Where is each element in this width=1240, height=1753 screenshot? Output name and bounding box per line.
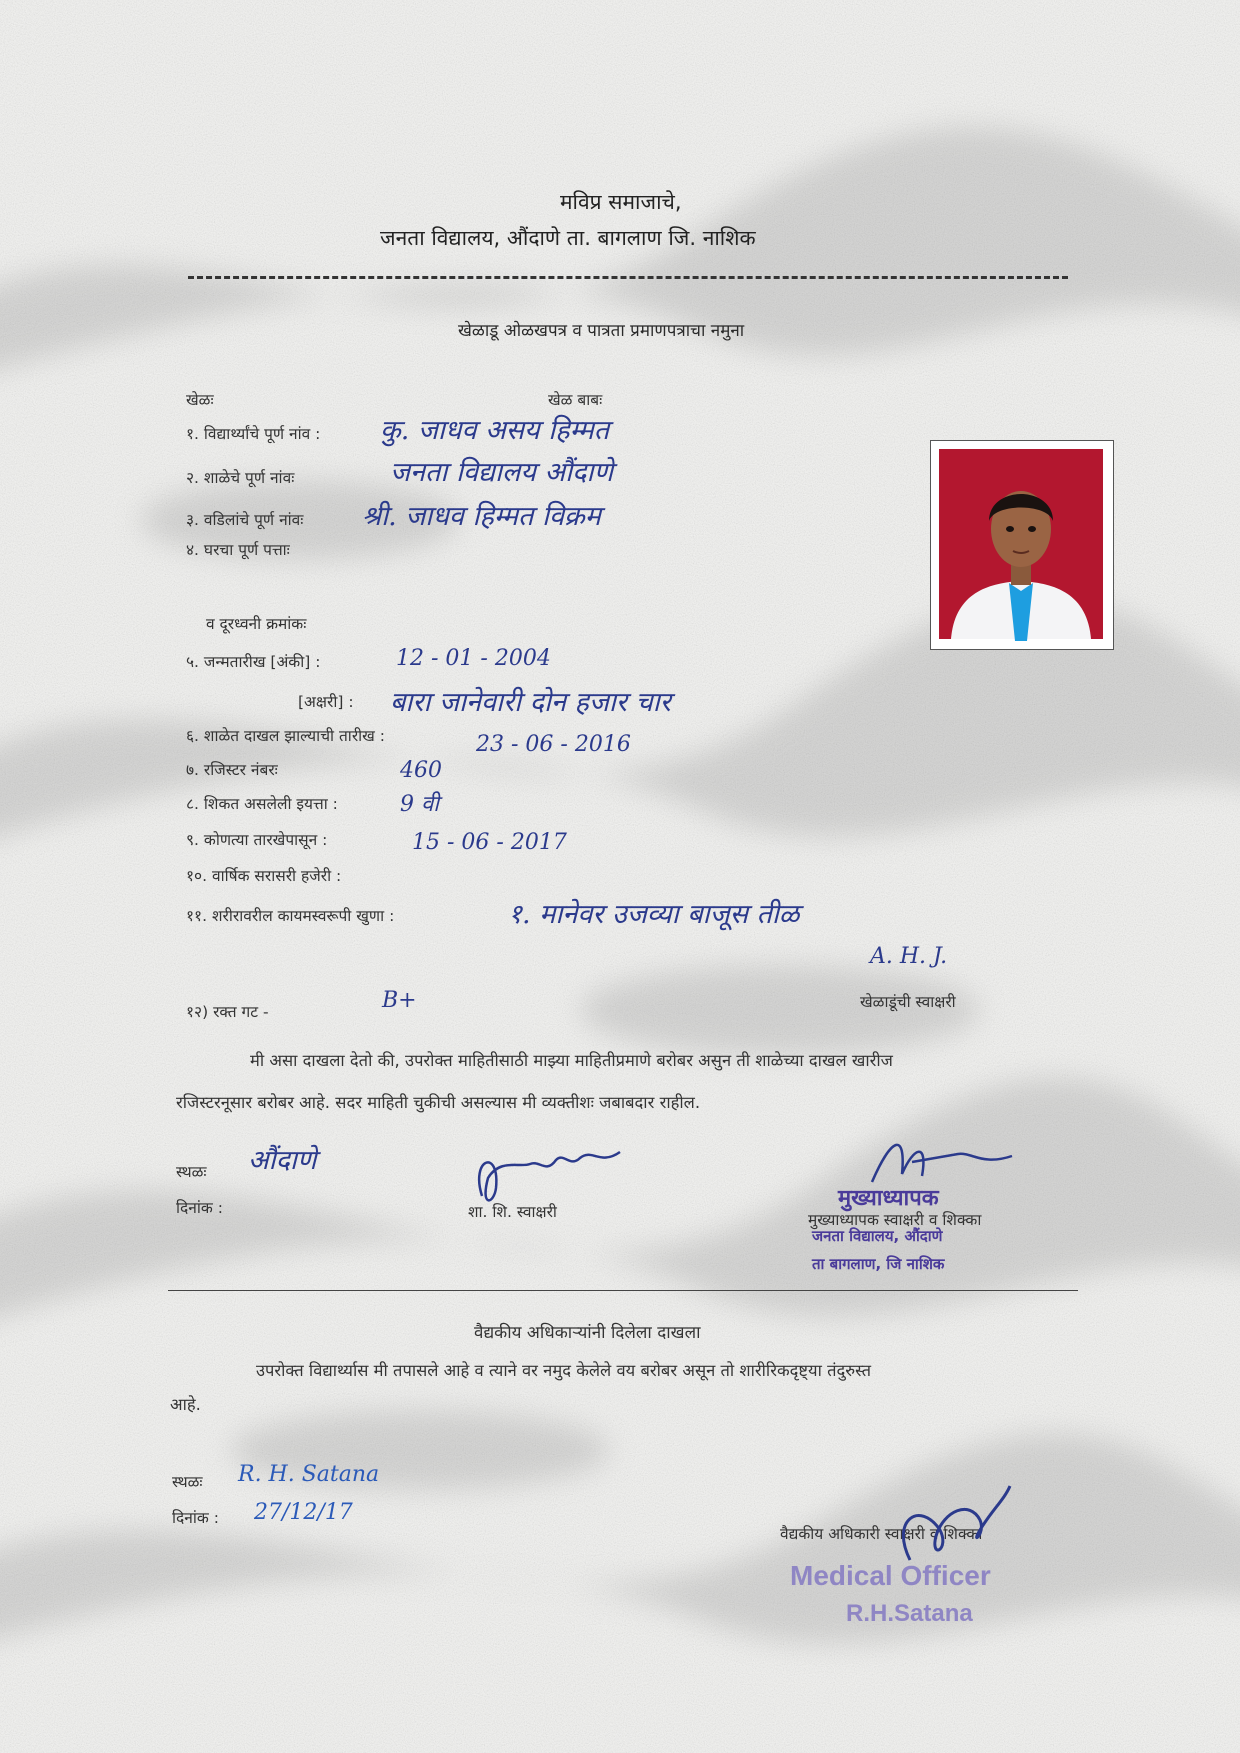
- dob-label: ५. जन्मतारीख [अंकी] :: [186, 653, 321, 671]
- school-place-value: औंदाणे: [248, 1145, 317, 1176]
- dob-value: 12 - 01 - 2004: [396, 646, 551, 671]
- society-name: मविप्र समाजाचे,: [560, 190, 682, 214]
- student-photo: [930, 440, 1114, 650]
- admission-date-label: ६. शाळेत दाखल झाल्याची तारीख :: [186, 727, 386, 745]
- medical-place-label: स्थळः: [172, 1473, 203, 1491]
- headmaster-stamp-title: मुख्याध्यापक: [838, 1186, 939, 1211]
- section-divider: [168, 1290, 1078, 1291]
- phone-label: व दूरध्वनी क्रमांकः: [206, 615, 307, 633]
- school-date-label: दिनांक :: [176, 1199, 223, 1217]
- player-signature: A. H. J.: [870, 944, 948, 969]
- blood-group-label: १२) रक्त गट -: [186, 1003, 269, 1021]
- sport-event-label: खेळ बाबः: [548, 391, 603, 409]
- attendance-label: १०. वार्षिक सरासरी हजेरी :: [186, 867, 342, 885]
- register-label: ७. रजिस्टर नंबरः: [186, 761, 278, 779]
- school-place-label: स्थळः: [176, 1163, 207, 1181]
- school-name-label: २. शाळेचे पूर्ण नांवः: [186, 469, 295, 487]
- dob-words-value: बारा जानेवारी दोन हजार चार: [390, 687, 671, 718]
- medical-officer-sign-label: वैद्यकीय अधिकारी स्वाक्षरी व शिक्का: [780, 1525, 983, 1543]
- medical-date-value: 27/12/17: [254, 1500, 353, 1525]
- medical-title: वैद्यकीय अधिकाऱ्यांनी दिलेला दाखला: [474, 1323, 701, 1343]
- register-value: 460: [400, 758, 442, 783]
- headmaster-stamp-line-2: ता बागलाण, जि नाशिक: [812, 1255, 945, 1273]
- blood-group-value: B+: [382, 988, 417, 1013]
- student-name-value: कु. जाधव असय हिम्मत: [380, 415, 610, 446]
- medical-officer-signature: [880, 1480, 1030, 1570]
- since-date-label: ९. कोणत्या तारखेपासून :: [186, 831, 328, 849]
- class-label: ८. शिकत असलेली इयत्ता :: [186, 795, 338, 813]
- medical-line-1: उपरोक्त विद्यार्थ्यास मी तपासले आहे व त्याने वर नमुद केलेले वय बरोबर असून तो शारीरिकदृष्ट्या तंदुरुस्त: [256, 1361, 871, 1380]
- headmaster-sign-label: मुख्याध्यापक स्वाक्षरी व शिक्का: [808, 1211, 982, 1229]
- headmaster-stamp-line-1: जनता विद्यालय, औंदाणे: [812, 1227, 943, 1245]
- mark-label: ११. शरीरावरील कायमस्वरूपी खुणा :: [186, 907, 395, 925]
- school-name-value: जनता विद्यालय औंदाणे: [390, 457, 613, 488]
- since-date-value: 15 - 06 - 2017: [412, 830, 567, 855]
- pe-teacher-sign-label: शा. शि. स्वाक्षरी: [468, 1203, 557, 1221]
- father-name-value: श्री. जाधव हिम्मत विक्रम: [362, 501, 601, 532]
- address-label: ४. घरचा पूर्ण पत्ताः: [186, 541, 290, 559]
- medical-stamp-line-2: R.H.Satana: [846, 1600, 973, 1627]
- medical-place-value: R. H. Satana: [238, 1462, 380, 1487]
- dob-words-label: [अक्षरी] :: [298, 693, 354, 711]
- class-value: 9 वी: [400, 792, 439, 817]
- form-title: खेळाडू ओळखपत्र व पात्रता प्रमाणपत्राचा नमुना: [458, 321, 745, 341]
- school-title: जनता विद्यालय, औंदाणे ता. बागलाण जि. नाशिक: [380, 226, 756, 250]
- medical-line-2: आहे.: [170, 1395, 201, 1414]
- header-divider: [188, 276, 1068, 279]
- sport-label: खेळः: [186, 391, 214, 409]
- student-name-label: १. विद्यार्थ्यांचे पूर्ण नांव :: [186, 425, 321, 443]
- player-signature-label: खेळाडूंची स्वाक्षरी: [860, 993, 956, 1011]
- medical-date-label: दिनांक :: [172, 1509, 219, 1527]
- mark-value: १. मानेवर उजव्या बाजूस तीळ: [508, 899, 800, 930]
- father-name-label: ३. वडिलांचे पूर्ण नांवः: [186, 511, 304, 529]
- declaration-line-1: मी असा दाखला देतो की, उपरोक्त माहितीसाठी माझ्या माहितीप्रमाणे बरोबर असुन ती शाळेच्या दाखल खारीज: [250, 1051, 893, 1070]
- medical-stamp-line-1: Medical Officer: [790, 1560, 991, 1591]
- admission-date-value: 23 - 06 - 2016: [476, 732, 631, 757]
- declaration-line-2: रजिस्टरनूसार बरोबर आहे. सदर माहिती चुकीची असल्यास मी व्यक्तीशः जबाबदार राहील.: [176, 1093, 701, 1112]
